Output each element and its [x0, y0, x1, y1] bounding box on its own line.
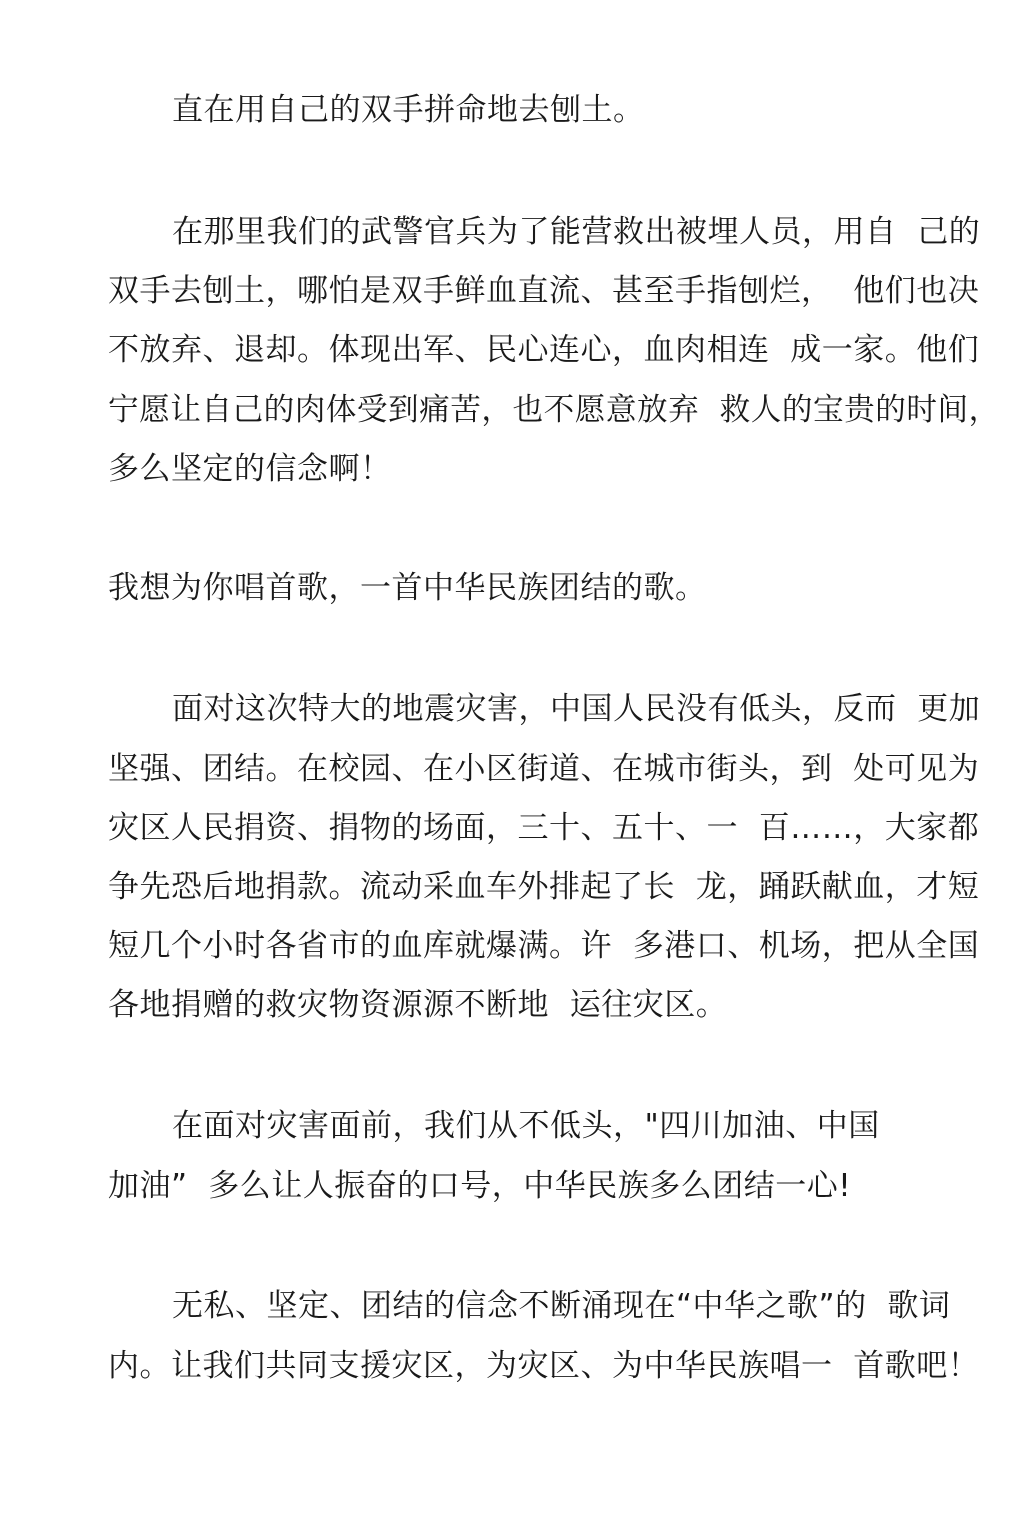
- paragraph-line: 坚强、团结。在校园、在小区街道、在城市街头，到 处可见为: [108, 751, 980, 787]
- paragraph-line: 内。让我们共同支援灾区，为灾区、为中华民族唱一 首歌吧！: [108, 1348, 980, 1384]
- paragraph-line: 短几个小时各省市的血库就爆满。许 多港口、机场，把从全国: [108, 928, 980, 964]
- paragraph-line: 各地捐赠的救灾物资源源不断地 运往灾区。: [108, 987, 728, 1023]
- paragraph-line: 争先恐后地捐款。流动采血车外排起了长 龙，踊跃献血，才短: [108, 869, 980, 905]
- paragraph-line: 双手去刨土，哪怕是双手鲜血直流、甚至手指刨烂， 他们也决: [108, 273, 980, 309]
- paragraph-line: 灾区人民捐资、捐物的场面，三十、五十、一 百……，大家都: [108, 810, 980, 846]
- paragraph-line: 不放弃、退却。体现出军、民心连心，血肉相连 成一家。他们: [108, 332, 980, 368]
- paragraph-line: 面对这次特大的地震灾害，中国人民没有低头，反而 更加: [172, 691, 981, 727]
- paragraph-line: 在面对灾害面前，我们从不低头，"四川加油、中国: [172, 1108, 880, 1144]
- paragraph-line: 无私、坚定、团结的信念不断涌现在“中华之歌”的 歌词: [172, 1288, 951, 1324]
- paragraph-line: 直在用自己的双手拼命地去刨土。: [172, 92, 645, 128]
- paragraph-line: 我想为你唱首歌，一首中华民族团结的歌。: [108, 570, 707, 606]
- paragraph-line: 宁愿让自己的肉体受到痛苦，也不愿意放弃 救人的宝贵的时间，: [108, 392, 1000, 428]
- paragraph-line: 多么坚定的信念啊！: [108, 451, 392, 487]
- paragraph-line: 加油” 多么让人振奋的口号，中华民族多么团结一心!: [108, 1168, 852, 1204]
- paragraph-line: 在那里我们的武警官兵为了能营救出被埋人员，用自 己的: [172, 214, 981, 250]
